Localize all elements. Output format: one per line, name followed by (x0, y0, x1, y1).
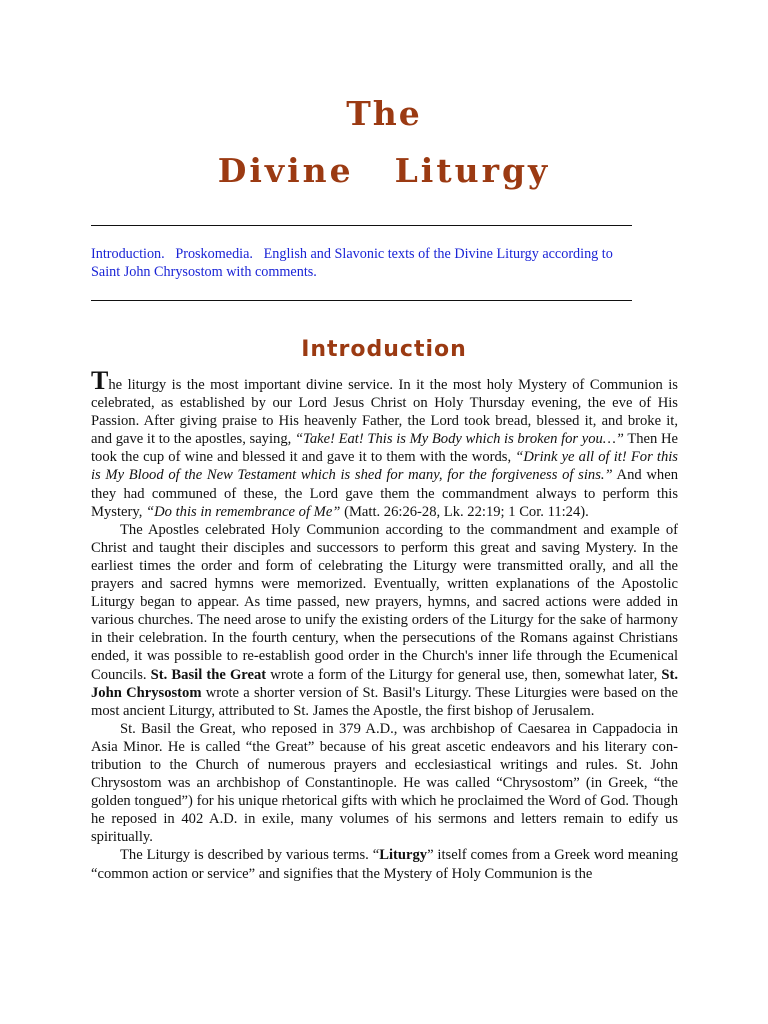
p4-text-a: The Liturgy is described by various terms. “ (120, 847, 380, 864)
quote-take-eat: “Take! Eat! This is My Body which is broken for you…” (294, 431, 624, 448)
table-of-contents (91, 245, 632, 281)
toc-link-liturgy-texts[interactable]: English and Slavonic texts of the Divine Liturgy according to Saint John Chrysostom with comments. (91, 246, 613, 280)
toc-link-introduction[interactable]: Introduction. (91, 246, 165, 262)
section-heading-introduction: Introduction (301, 337, 467, 362)
title-line-2: Divine Liturgy (217, 151, 551, 190)
p1-text-d: (Matt. 26:26-28, Lk. 22:19; 1 Cor. 11:24). (340, 503, 589, 520)
p1-text-a: he liturgy is the most important divine service. In it the most holy Mystery of Communion is celebrated, as established by our Lord Jesus Christ on Holy Thursday evening, the eve of His Passion. After giving praise to His heavenly Father, the Lord took bread, blessed it, and broke it, and gave it to the apostles, saying, (91, 377, 678, 448)
p2-text-a: The Apostles celebrated Holy Communion according to the commandment and example of Christ and taught their disciples and successors to perform this great and saving Mystery. In the earliest times the order and form of celebrating the Liturgy were transmitted orally, and all the prayers and sacred hymns were memorized. Eventually, written explanations of the Apostolic Liturgy began to appear. As time passed, new prayers, hymns, and sacred actions were added in various churches. The need arose to unify the existing orders of the Liturgy for the sake of harmony in their celebration. In the fourth century, when the persecutions of the Romans against Christians ended, it was possible to re-establish good order in the Church's inner life through the Ecumenical Councils. (91, 521, 678, 683)
p2-text-b: wrote a form of the Liturgy for general use, then, somewhat later, (266, 666, 662, 683)
drop-cap: T (91, 366, 109, 395)
p1-text-b: Then He took the cup of wine and blessed it and gave it to them with the words, (91, 431, 678, 466)
title-line-1: The (346, 94, 422, 133)
p2-text-c: wrote a shorter version of St. Basil's Liturgy. These Liturgies were based on the most ancient Liturgy, attributed to St. James the Apostle, the first bishop of Jerusalem. (91, 684, 678, 719)
toc-link-proskomedia[interactable]: Proskomedia. (175, 246, 253, 262)
article-body (91, 366, 678, 883)
paragraph-2 (91, 521, 678, 720)
quote-drink-ye: “Drink ye all of it! For this is My Blood of the New Testament which is shed for many, for the forgiveness of sins.” (91, 449, 678, 484)
bottom-divider (91, 300, 632, 301)
paragraph-3: St. Basil the Great, who reposed in 379 A.D., was archbishop of Caesarea in Cappadocia in Asia Minor. He is called “the Great” because of his great ascetic endeavors and his literary contribution to the Church of numerous prayers and ecclesiastical writings and rules. St. John Chrysostom was an archbishop of Constantinople. He was called “Chrysostom” (in Greek, “the golden tongued”) for his unique rhetorical gifts with which he proclaimed the Word of God. Though he reposed in 402 A.D. in exile, many volumes of his sermons and letters remain to edify us spiritually. (91, 720, 678, 846)
bold-liturgy-term: Liturgy (379, 847, 428, 864)
bold-st-basil: St. Basil the Great (150, 666, 267, 683)
p4-text-b: ” itself comes from a Greek word meaning “common action or service” and signifies that the Mystery of Holy Communion is the (91, 847, 678, 882)
p1-text-c: And when they had communed of these, the Lord gave them the commandment always to perform this Mystery, (91, 467, 678, 520)
top-divider (91, 225, 632, 226)
paragraph-1 (91, 366, 678, 521)
bold-st-john-chrysostom: St. John Chrysostom (91, 666, 678, 701)
quote-remembrance: “Do this in remembrance of Me” (146, 503, 341, 520)
paragraph-4 (91, 846, 678, 882)
